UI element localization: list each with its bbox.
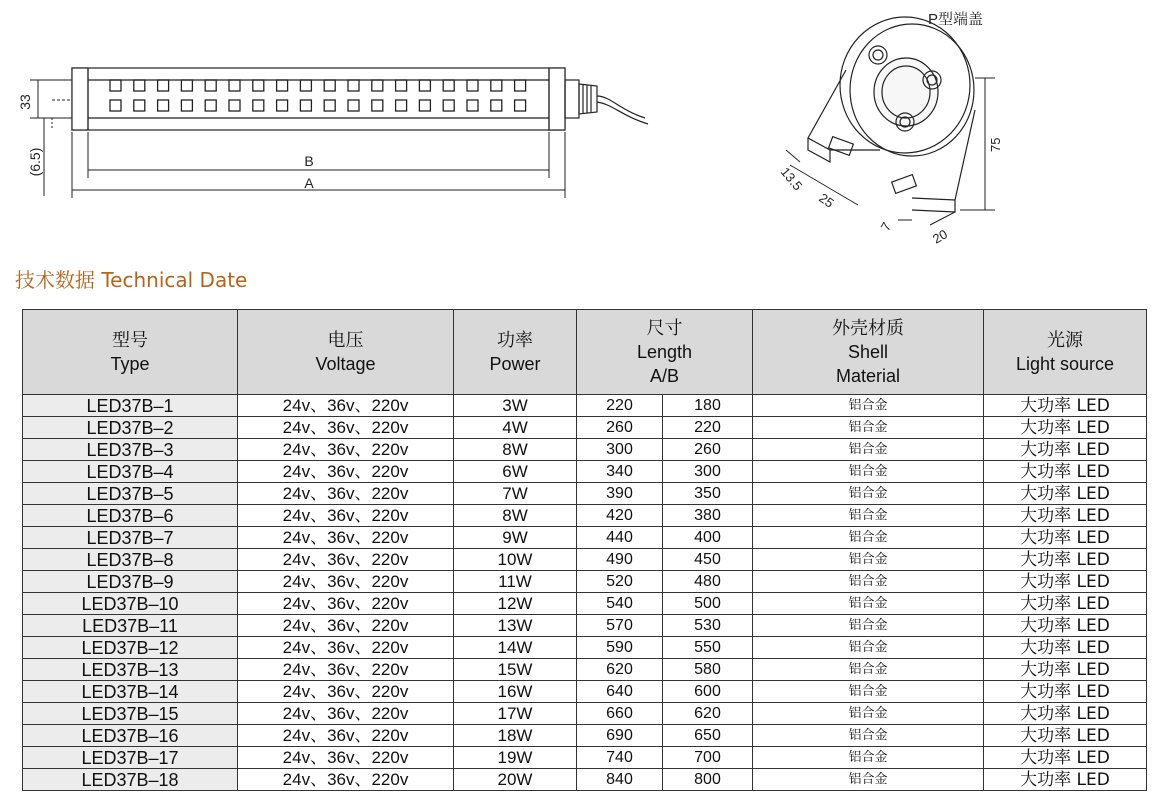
voltage-cell: 24v、36v、220v (238, 505, 454, 527)
light-source-cell: 大功率 LED (984, 747, 1147, 769)
led-chip (324, 100, 335, 111)
table-row (23, 659, 1147, 681)
length-b-cell: 350 (663, 483, 753, 505)
power-cell: 13W (454, 615, 577, 637)
shell-cell: 铝合金 (753, 593, 984, 615)
length-b-cell: 600 (663, 681, 753, 703)
type-cell: LED37B–6 (23, 505, 238, 527)
led-chip (443, 80, 454, 91)
length-a-cell: 570 (577, 615, 663, 637)
length-a-cell: 420 (577, 505, 663, 527)
shell-cell: 铝合金 (753, 703, 984, 725)
light-source-cell: 大功率 LED (984, 615, 1147, 637)
dim-b-label: B (304, 153, 314, 169)
light-source-cell: 大功率 LED (984, 637, 1147, 659)
power-cell: 11W (454, 571, 577, 593)
led-chip (372, 80, 383, 91)
length-a-cell: 740 (577, 747, 663, 769)
light-source-cell: 大功率 LED (984, 769, 1147, 791)
led-chip (134, 80, 145, 91)
technical-drawing (0, 0, 1164, 260)
length-a-cell: 490 (577, 549, 663, 571)
led-bar-drawing (72, 68, 648, 130)
voltage-cell: 24v、36v、220v (238, 483, 454, 505)
header-power: 功率 Power (454, 310, 577, 395)
led-chip (515, 100, 526, 111)
voltage-cell: 24v、36v、220v (238, 417, 454, 439)
length-b-cell: 400 (663, 527, 753, 549)
light-source-cell: 大功率 LED (984, 549, 1147, 571)
led-chip (181, 80, 192, 91)
light-source-cell: 大功率 LED (984, 593, 1147, 615)
led-chip (396, 100, 407, 111)
light-source-cell: 大功率 LED (984, 571, 1147, 593)
type-cell: LED37B–1 (23, 395, 238, 417)
header-shell: 外壳材质 Shell Material (753, 310, 984, 395)
shell-cell: 铝合金 (753, 637, 984, 659)
power-cell: 14W (454, 637, 577, 659)
shell-cell: 铝合金 (753, 747, 984, 769)
power-cell: 15W (454, 659, 577, 681)
type-cell: LED37B–15 (23, 703, 238, 725)
led-chip-grid (110, 80, 526, 111)
light-source-cell: 大功率 LED (984, 725, 1147, 747)
led-chip (277, 100, 288, 111)
light-source-cell: 大功率 LED (984, 505, 1147, 527)
table-row (23, 703, 1147, 725)
shell-cell: 铝合金 (753, 615, 984, 637)
led-chip (300, 80, 311, 91)
led-chip (491, 80, 502, 91)
shell-cell: 铝合金 (753, 439, 984, 461)
voltage-cell: 24v、36v、220v (238, 439, 454, 461)
voltage-cell: 24v、36v、220v (238, 747, 454, 769)
table-row (23, 527, 1147, 549)
length-a-cell: 220 (577, 395, 663, 417)
led-chip (348, 100, 359, 111)
voltage-cell: 24v、36v、220v (238, 395, 454, 417)
table-row (23, 395, 1147, 417)
led-chip (229, 80, 240, 91)
length-b-cell: 180 (663, 395, 753, 417)
dim-height-label: 33 (17, 94, 33, 110)
power-cell: 3W (454, 395, 577, 417)
table-row (23, 747, 1147, 769)
header-light: 光源 Light source (984, 310, 1147, 395)
length-a-cell: 440 (577, 527, 663, 549)
endcap-dim-25: 25 (816, 190, 837, 211)
led-chip (253, 80, 264, 91)
table-row (23, 615, 1147, 637)
shell-cell: 铝合金 (753, 725, 984, 747)
power-cell: 7W (454, 483, 577, 505)
voltage-cell: 24v、36v、220v (238, 769, 454, 791)
length-a-cell: 840 (577, 769, 663, 791)
light-source-cell: 大功率 LED (984, 681, 1147, 703)
led-chip (158, 80, 169, 91)
length-b-cell: 500 (663, 593, 753, 615)
voltage-cell: 24v、36v、220v (238, 571, 454, 593)
led-chip (419, 100, 430, 111)
length-a-cell: 540 (577, 593, 663, 615)
type-cell: LED37B–11 (23, 615, 238, 637)
type-cell: LED37B–16 (23, 725, 238, 747)
table-row (23, 461, 1147, 483)
led-chip (396, 80, 407, 91)
length-a-cell: 340 (577, 461, 663, 483)
endcap-dim-13-5: 13.5 (777, 164, 806, 194)
led-chip (205, 100, 216, 111)
table-header-row (23, 310, 1147, 395)
light-source-cell: 大功率 LED (984, 659, 1147, 681)
power-cell: 16W (454, 681, 577, 703)
shell-cell: 铝合金 (753, 571, 984, 593)
table-row (23, 571, 1147, 593)
length-b-cell: 620 (663, 703, 753, 725)
led-chip (372, 100, 383, 111)
length-b-cell: 800 (663, 769, 753, 791)
length-b-cell: 580 (663, 659, 753, 681)
length-a-cell: 390 (577, 483, 663, 505)
table-row (23, 769, 1147, 791)
shell-cell: 铝合金 (753, 659, 984, 681)
light-source-cell: 大功率 LED (984, 461, 1147, 483)
power-cell: 6W (454, 461, 577, 483)
shell-cell: 铝合金 (753, 527, 984, 549)
length-b-cell: 530 (663, 615, 753, 637)
power-cell: 19W (454, 747, 577, 769)
voltage-cell: 24v、36v、220v (238, 659, 454, 681)
table-row (23, 439, 1147, 461)
power-cell: 10W (454, 549, 577, 571)
power-cell: 12W (454, 593, 577, 615)
type-cell: LED37B–10 (23, 593, 238, 615)
led-chip (324, 80, 335, 91)
power-cell: 8W (454, 505, 577, 527)
type-cell: LED37B–3 (23, 439, 238, 461)
length-a-cell: 260 (577, 417, 663, 439)
table-row (23, 505, 1147, 527)
shell-cell: 铝合金 (753, 549, 984, 571)
spec-table (22, 309, 1147, 791)
shell-cell: 铝合金 (753, 461, 984, 483)
light-source-cell: 大功率 LED (984, 417, 1147, 439)
length-b-cell: 260 (663, 439, 753, 461)
length-a-cell: 620 (577, 659, 663, 681)
light-source-cell: 大功率 LED (984, 703, 1147, 725)
type-cell: LED37B–17 (23, 747, 238, 769)
endcap-dim-20: 20 (930, 226, 951, 247)
power-cell: 20W (454, 769, 577, 791)
voltage-cell: 24v、36v、220v (238, 725, 454, 747)
type-cell: LED37B–2 (23, 417, 238, 439)
power-cell: 9W (454, 527, 577, 549)
shell-cell: 铝合金 (753, 395, 984, 417)
voltage-cell: 24v、36v、220v (238, 461, 454, 483)
led-chip (467, 80, 478, 91)
shell-cell: 铝合金 (753, 483, 984, 505)
endcap-title: P型端盖 (928, 11, 984, 28)
type-cell: LED37B–12 (23, 637, 238, 659)
length-a-cell: 590 (577, 637, 663, 659)
power-cell: 8W (454, 439, 577, 461)
power-cell: 17W (454, 703, 577, 725)
led-chip (419, 80, 430, 91)
section-title: 技术数据 Technical Date (15, 268, 248, 292)
length-b-cell: 550 (663, 637, 753, 659)
power-cell: 18W (454, 725, 577, 747)
led-chip (253, 100, 264, 111)
length-b-cell: 300 (663, 461, 753, 483)
header-type: 型号 Type (23, 310, 238, 395)
table-row (23, 549, 1147, 571)
voltage-cell: 24v、36v、220v (238, 549, 454, 571)
voltage-cell: 24v、36v、220v (238, 703, 454, 725)
length-a-cell: 300 (577, 439, 663, 461)
type-cell: LED37B–8 (23, 549, 238, 571)
led-chip (491, 100, 502, 111)
table-row (23, 637, 1147, 659)
type-cell: LED37B–18 (23, 769, 238, 791)
light-source-cell: 大功率 LED (984, 439, 1147, 461)
light-source-cell: 大功率 LED (984, 483, 1147, 505)
voltage-cell: 24v、36v、220v (238, 527, 454, 549)
dim-a-label: A (304, 175, 314, 191)
length-b-cell: 650 (663, 725, 753, 747)
length-b-cell: 700 (663, 747, 753, 769)
length-a-cell: 640 (577, 681, 663, 703)
voltage-cell: 24v、36v、220v (238, 637, 454, 659)
type-cell: LED37B–5 (23, 483, 238, 505)
power-cell: 4W (454, 417, 577, 439)
led-chip (205, 80, 216, 91)
length-b-cell: 450 (663, 549, 753, 571)
dim-offset-label: (6.5) (27, 147, 43, 177)
led-chip (134, 100, 145, 111)
shell-cell: 铝合金 (753, 505, 984, 527)
table-row (23, 725, 1147, 747)
led-chip (467, 100, 478, 111)
type-cell: LED37B–7 (23, 527, 238, 549)
voltage-cell: 24v、36v、220v (238, 681, 454, 703)
shell-cell: 铝合金 (753, 681, 984, 703)
led-chip (181, 100, 192, 111)
length-b-cell: 380 (663, 505, 753, 527)
table-row (23, 483, 1147, 505)
header-length: 尺寸 Length A/B (577, 310, 753, 395)
shell-cell: 铝合金 (753, 769, 984, 791)
led-chip (229, 100, 240, 111)
led-chip (300, 100, 311, 111)
endcap-dim-7: 7 (877, 219, 895, 234)
type-cell: LED37B–13 (23, 659, 238, 681)
led-chip (277, 80, 288, 91)
type-cell: LED37B–9 (23, 571, 238, 593)
led-chip (158, 100, 169, 111)
led-chip (443, 100, 454, 111)
table-row (23, 681, 1147, 703)
voltage-cell: 24v、36v、220v (238, 615, 454, 637)
led-chip (110, 80, 121, 91)
led-chip (515, 80, 526, 91)
light-source-cell: 大功率 LED (984, 527, 1147, 549)
dimension-lines (30, 80, 565, 198)
table-row (23, 417, 1147, 439)
table-row (23, 593, 1147, 615)
endcap-drawing (786, 17, 995, 225)
length-b-cell: 220 (663, 417, 753, 439)
led-chip (348, 80, 359, 91)
header-voltage: 电压 Voltage (238, 310, 454, 395)
shell-cell: 铝合金 (753, 417, 984, 439)
endcap-dim-75: 75 (988, 137, 1003, 152)
length-a-cell: 520 (577, 571, 663, 593)
length-a-cell: 690 (577, 725, 663, 747)
voltage-cell: 24v、36v、220v (238, 593, 454, 615)
length-a-cell: 660 (577, 703, 663, 725)
type-cell: LED37B–4 (23, 461, 238, 483)
length-b-cell: 480 (663, 571, 753, 593)
type-cell: LED37B–14 (23, 681, 238, 703)
light-source-cell: 大功率 LED (984, 395, 1147, 417)
led-chip (110, 100, 121, 111)
